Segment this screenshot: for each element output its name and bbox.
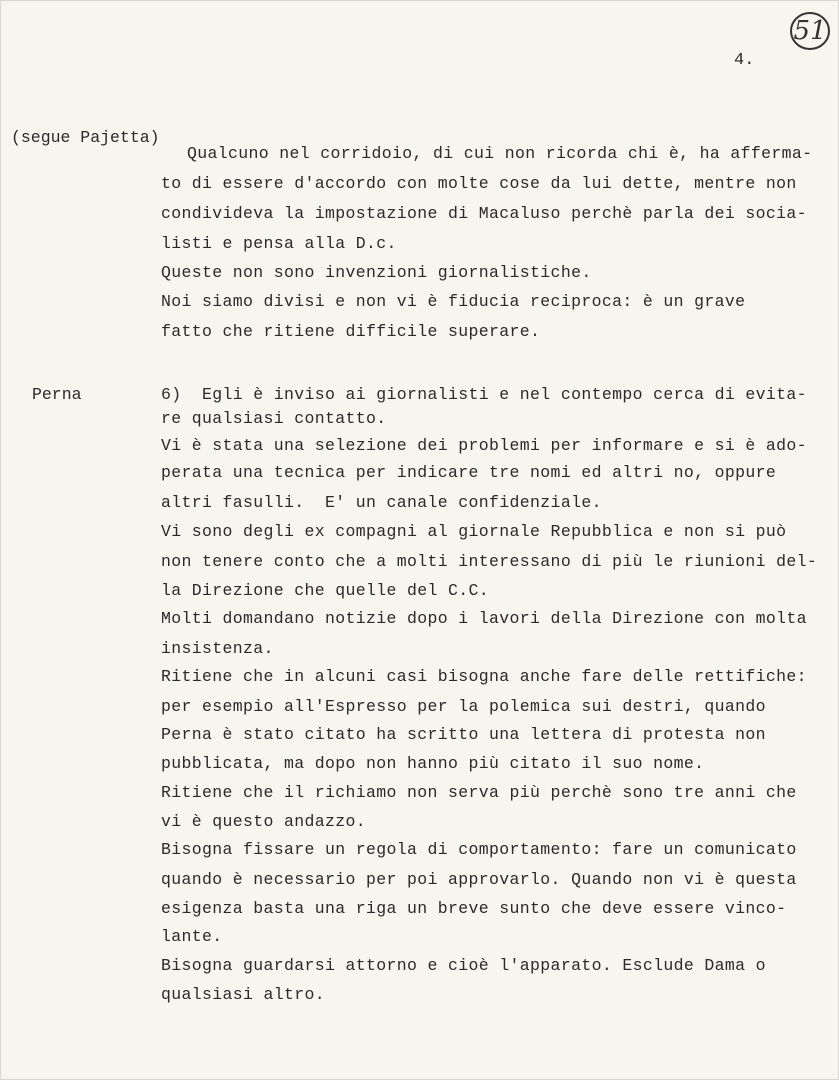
text-line: Bisogna fissare un regola di comportamento: fare un comunicato: [161, 840, 797, 859]
text-line: per esempio all'Espresso per la polemica sui destri, quando: [161, 697, 766, 716]
text-line: Ritiene che in alcuni casi bisogna anche fare delle rettifiche:: [161, 667, 807, 686]
text-line: Perna è stato citato ha scritto una lettera di protesta non: [161, 725, 766, 744]
text-line: pubblicata, ma dopo non hanno più citato il suo nome.: [161, 754, 705, 773]
text-line: fatto che ritiene difficile superare.: [161, 322, 541, 341]
text-line: quando è necessario per poi approvarlo. Quando non vi è questa: [161, 870, 797, 889]
text-line: Vi è stata una selezione dei problemi per informare e si è ado-: [161, 436, 807, 455]
text-line: lante.: [161, 927, 223, 946]
text-line: altri fasulli. E' un canale confidenziale.: [161, 493, 602, 512]
page-number: 4.: [734, 51, 755, 70]
text-line: esigenza basta una riga un breve sunto che deve essere vinco-: [161, 899, 787, 918]
text-line: Molti domandano notizie dopo i lavori della Direzione con molta: [161, 609, 807, 628]
text-line: qualsiasi altro.: [161, 985, 326, 1004]
text-line: insistenza.: [161, 639, 274, 658]
text-line: non tenere conto che a molti interessano di più le riunioni del-: [161, 552, 818, 571]
text-line: Queste non sono invenzioni giornalistiche.: [161, 263, 592, 282]
text-line: condivideva la impostazione di Macaluso perchè parla dei socia-: [161, 204, 807, 223]
text-line: perata una tecnica per indicare tre nomi ed altri no, oppure: [161, 463, 777, 482]
text-line: Qualcuno nel corridoio, di cui non ricorda chi è, ha afferma-: [187, 144, 813, 163]
text-line: la Direzione che quelle del C.C.: [161, 581, 490, 600]
text-line: to di essere d'accordo con molte cose da lui dette, mentre non: [161, 174, 797, 193]
stamp-number: 51: [793, 16, 827, 46]
text-line: 6) Egli è inviso ai giornalisti e nel contempo cerca di evita-: [161, 385, 807, 404]
speaker-label-pajetta: (segue Pajetta): [11, 128, 160, 147]
text-line: Vi sono degli ex compagni al giornale Repubblica e non si può: [161, 522, 787, 541]
archive-stamp: [788, 9, 832, 53]
text-line: Noi siamo divisi e non vi è fiducia reciproca: è un grave: [161, 292, 746, 311]
text-line: Ritiene che il richiamo non serva più perchè sono tre anni che: [161, 783, 797, 802]
text-line: listi e pensa alla D.c.: [161, 234, 397, 253]
text-line: Bisogna guardarsi attorno e cioè l'apparato. Esclude Dama o: [161, 956, 766, 975]
text-line: re qualsiasi contatto.: [161, 409, 387, 428]
text-line: vi è questo andazzo.: [161, 812, 367, 831]
speaker-label-perna: Perna: [32, 385, 82, 404]
